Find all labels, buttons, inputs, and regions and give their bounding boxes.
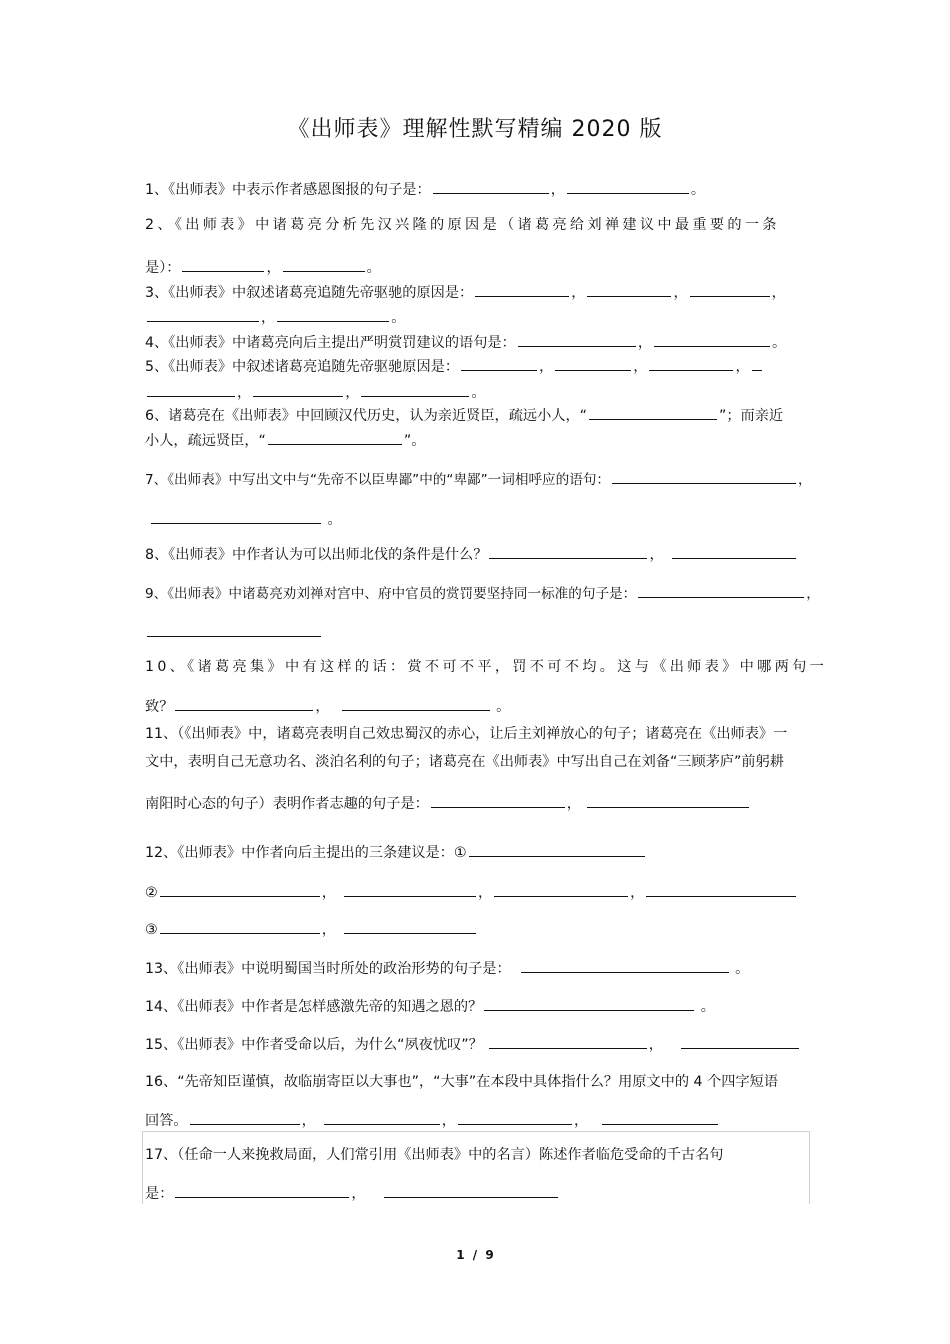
answer-blank[interactable] xyxy=(555,355,631,371)
page-title: 《出师表》理解性默写精编 2020 版 xyxy=(287,117,663,142)
answer-blank[interactable] xyxy=(433,178,549,194)
answer-blank[interactable] xyxy=(324,1109,440,1125)
answer-blank[interactable] xyxy=(151,508,321,524)
answer-blank[interactable] xyxy=(175,1182,349,1198)
question-15: 15、《出师表》中作者受命以后，为什么“夙夜忧叹”？ ， xyxy=(145,1033,801,1055)
question-13: 13、《出师表》中说明蜀国当时所处的政治形势的句子是： 。 xyxy=(145,957,749,979)
answer-blank[interactable] xyxy=(589,404,717,420)
answer-blank[interactable] xyxy=(283,256,365,272)
answer-blank[interactable] xyxy=(361,381,469,397)
question-4: 4、《出师表》中诸葛亮向后主提出严明赏罚建议的语句是： ， 。 xyxy=(145,331,786,353)
answer-blank[interactable] xyxy=(384,1182,558,1198)
question-11-cont: 文中，表明自己无意功名、淡泊名利的句子；诸葛亮在《出师表》中写出自己在刘备“三顾茅庐”前躬耕 xyxy=(145,754,784,770)
answer-blank[interactable] xyxy=(638,582,804,598)
question-3: 3、《出师表》中叙述诸葛亮追随先帝驱驰的原因是： ， ， ， xyxy=(145,281,786,303)
answer-blank[interactable] xyxy=(654,331,770,347)
answer-blank[interactable] xyxy=(147,621,321,637)
question-6: 6、诸葛亮在《出师表》中回顾汉代历史，认为亲近贤臣，疏远小人，“ ”；而亲近 xyxy=(145,404,783,426)
answer-blank[interactable] xyxy=(489,1033,647,1049)
answer-blank[interactable] xyxy=(147,381,235,397)
question-9: 9、《出师表》中诸葛亮劝刘禅对宫中、府中官员的赏罚要坚持同一标准的句子是： ， xyxy=(145,582,820,604)
circled-number-1: ① xyxy=(453,845,467,861)
answer-blank[interactable] xyxy=(160,881,320,897)
answer-blank[interactable] xyxy=(277,306,389,322)
answer-blank[interactable] xyxy=(175,695,313,711)
answer-blank[interactable] xyxy=(649,355,733,371)
question-17: 17、（任命一人来挽救局面，人们常引用《出师表》中的名言）陈述作者临危受命的千古名句 xyxy=(145,1147,724,1163)
question-16-cont: 回答。 ， ， ， xyxy=(145,1109,720,1131)
answer-blank[interactable] xyxy=(752,355,762,371)
answer-blank[interactable] xyxy=(489,543,647,559)
question-11: 11、（《出师表》中，诸葛亮表明自己效忠蜀汉的赤心，让后主刘禅放心的句子；诸葛亮在《出师表》一 xyxy=(145,726,788,742)
circled-number-3: ③ xyxy=(145,922,158,938)
question-7: 7、《出师表》中写出文中与“先帝不以臣卑鄙”中的“卑鄙”一词相呼应的语句： ， xyxy=(145,468,812,490)
question-8: 8、《出师表》中作者认为可以出师北伐的条件是什么？ ， xyxy=(145,543,798,565)
question-1: 1、《出师表》中表示作者感恩图报的句子是： ， 。 xyxy=(145,178,705,200)
question-12-cont: ② ， ， ， xyxy=(145,881,798,903)
answer-blank[interactable] xyxy=(612,468,796,484)
question-12-cont2: ③ ， xyxy=(145,918,478,940)
answer-blank[interactable] xyxy=(147,306,259,322)
question-7-cont: 。 xyxy=(145,508,342,530)
question-17-cont: 是： ， xyxy=(145,1182,560,1204)
answer-blank[interactable] xyxy=(160,918,320,934)
question-5-cont: ， ， 。 xyxy=(145,381,486,403)
answer-blank[interactable] xyxy=(646,881,796,897)
answer-blank[interactable] xyxy=(475,281,569,297)
answer-blank[interactable] xyxy=(494,881,628,897)
answer-blank[interactable] xyxy=(567,178,689,194)
answer-blank[interactable] xyxy=(190,1109,300,1125)
question-14: 14、《出师表》中作者是怎样感激先帝的知遇之恩的？ 。 xyxy=(145,995,715,1017)
answer-blank[interactable] xyxy=(518,331,636,347)
question-3-cont: ， 。 xyxy=(145,306,405,328)
answer-blank[interactable] xyxy=(602,1109,718,1125)
question-6-cont: 小人，疏远贤臣，“ ”。 xyxy=(145,429,425,451)
answer-blank[interactable] xyxy=(253,381,343,397)
answer-blank[interactable] xyxy=(521,957,729,973)
answer-blank[interactable] xyxy=(344,881,476,897)
answer-blank[interactable] xyxy=(484,995,694,1011)
answer-blank[interactable] xyxy=(268,429,402,445)
question-2-cont: 是）： ， 。 xyxy=(145,256,381,278)
answer-blank[interactable] xyxy=(431,792,565,808)
page-indicator: 1 / 9 xyxy=(456,1248,494,1262)
answer-blank[interactable] xyxy=(587,792,749,808)
question-10-cont: 致？ ， 。 xyxy=(145,695,510,717)
answer-blank[interactable] xyxy=(461,355,537,371)
answer-blank[interactable] xyxy=(342,695,490,711)
question-16: 16、“先帝知臣谨慎，故临崩寄臣以大事也”，“大事”在本段中具体指什么？用原文中的 4 个四字短语 xyxy=(145,1074,779,1090)
answer-blank[interactable] xyxy=(681,1033,799,1049)
question-10: 10、《诸葛亮集》中有这样的话：赏不可不平，罚不可不均。这与《出师表》中哪两句一 xyxy=(145,659,828,675)
question-2: 2、《出师表》中诸葛亮分析先汉兴隆的原因是（诸葛亮给刘禅建议中最重要的一条 xyxy=(145,217,780,233)
question-5: 5、《出师表》中叙述诸葛亮追随先帝驱驰原因是： ， ， ， xyxy=(145,355,764,377)
answer-blank[interactable] xyxy=(458,1109,572,1125)
answer-blank[interactable] xyxy=(587,281,671,297)
question-12: 12、《出师表》中作者向后主提出的三条建议是：① xyxy=(145,841,647,863)
answer-blank[interactable] xyxy=(182,256,264,272)
answer-blank[interactable] xyxy=(344,918,476,934)
answer-blank[interactable] xyxy=(690,281,770,297)
question-11-cont2: 南阳时心态的句子）表明作者志趣的句子是： ， xyxy=(145,792,751,814)
circled-number-2: ② xyxy=(145,885,158,901)
answer-blank[interactable] xyxy=(672,543,796,559)
answer-blank[interactable] xyxy=(469,841,645,857)
question-9-cont xyxy=(145,621,323,643)
